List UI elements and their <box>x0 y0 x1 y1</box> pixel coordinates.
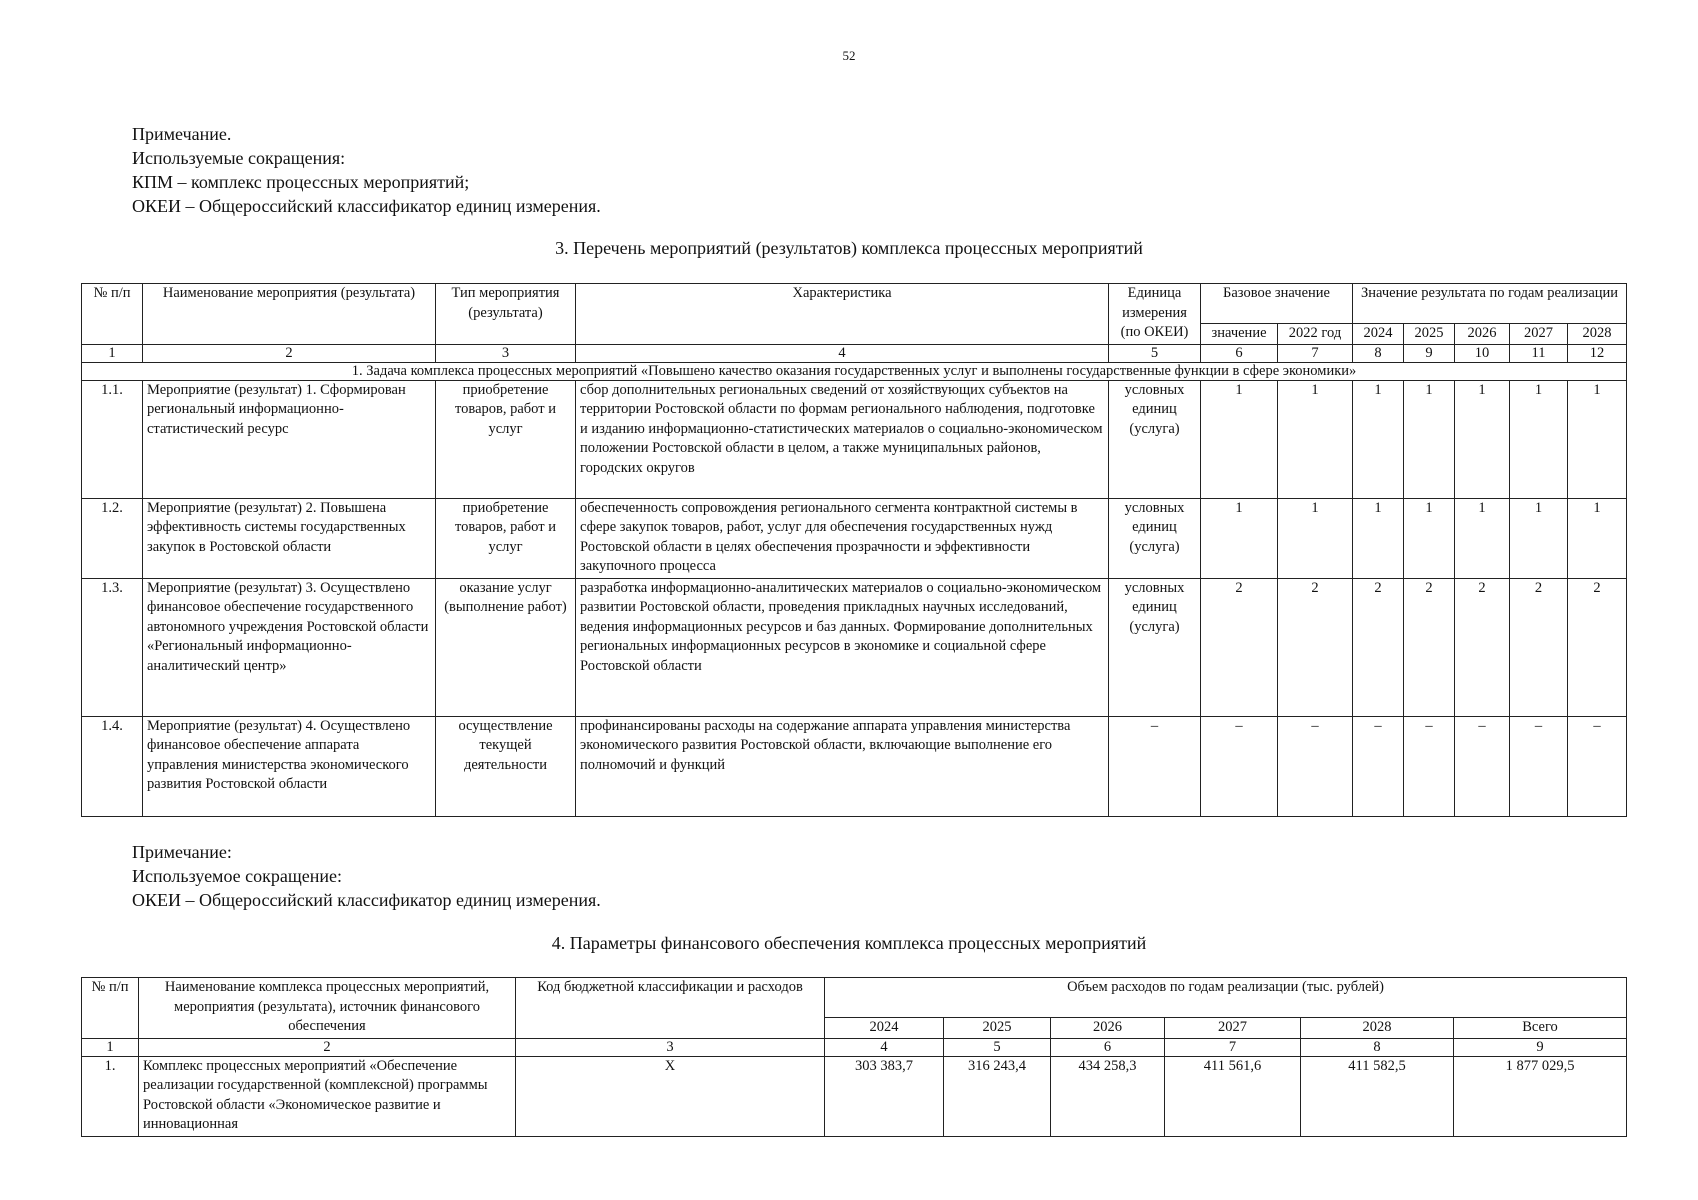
row-value: 2 <box>1201 578 1278 716</box>
header-num: № п/п <box>82 284 143 345</box>
row-amount: 411 582,5 <box>1301 1056 1454 1136</box>
row-value: 1 <box>1201 380 1278 498</box>
section-4-title: 4. Параметры финансового обеспечения комплекса процессных мероприятий <box>551 933 1147 953</box>
index-cell: 11 <box>1510 344 1568 362</box>
note-line: Примечание: <box>132 842 232 862</box>
row-type: приобретение товаров, работ и услуг <box>436 498 576 578</box>
row-unit: – <box>1109 716 1201 816</box>
row-characteristic: обеспеченность сопровождения регионального сегмента контрактной системы в сфере закупок товаров, работ, услуг для обеспечения государственных нужд Ростовской области в целях обеспечения прозрачности и эффективности закупочного процесса <box>576 498 1109 578</box>
row-value: 1 <box>1353 498 1404 578</box>
table-row <box>82 1056 1627 1136</box>
index-cell: 8 <box>1301 1038 1454 1056</box>
header-year: 2028 <box>1301 1018 1454 1039</box>
header-year: 2027 <box>1510 324 1568 345</box>
row-type: оказание услуг (выполнение работ) <box>436 578 576 716</box>
row-value: – <box>1278 716 1353 816</box>
header-year: 2028 <box>1568 324 1627 345</box>
header-characteristic: Характеристика <box>576 284 1109 345</box>
row-code: Х <box>516 1056 825 1136</box>
index-cell: 12 <box>1568 344 1627 362</box>
row-num: 1.1. <box>82 380 143 498</box>
index-cell: 7 <box>1278 344 1353 362</box>
row-value: 1 <box>1510 498 1568 578</box>
index-cell: 5 <box>1109 344 1201 362</box>
row-value: 1 <box>1455 498 1510 578</box>
row-value: 1 <box>1278 498 1353 578</box>
header-year: 2027 <box>1165 1018 1301 1039</box>
row-value: 2 <box>1510 578 1568 716</box>
row-num: 1.4. <box>82 716 143 816</box>
finance-table <box>81 977 1627 1137</box>
row-value: – <box>1455 716 1510 816</box>
index-cell: 9 <box>1404 344 1455 362</box>
row-characteristic: профинансированы расходы на содержание аппарата управления министерства экономического развития Ростовской области, включающие выполнение его полномочий и функций <box>576 716 1109 816</box>
index-cell: 6 <box>1051 1038 1165 1056</box>
header-name: Наименование комплекса процессных мероприятий, мероприятия (результата), источник финансового обеспечения <box>139 978 516 1039</box>
index-cell: 1 <box>82 344 143 362</box>
row-value: 2 <box>1278 578 1353 716</box>
row-total: 1 877 029,5 <box>1454 1056 1627 1136</box>
row-value: – <box>1510 716 1568 816</box>
row-amount: 316 243,4 <box>944 1056 1051 1136</box>
index-cell: 5 <box>944 1038 1051 1056</box>
row-value: 1 <box>1404 380 1455 498</box>
note-abbreviations-1 <box>132 122 601 218</box>
row-value: 1 <box>1404 498 1455 578</box>
header-base: Базовое значение <box>1201 284 1353 324</box>
header-base-year: 2022 год <box>1278 324 1353 345</box>
row-num: 1.2. <box>82 498 143 578</box>
note-line: Примечание. <box>132 124 232 144</box>
row-value: – <box>1201 716 1278 816</box>
row-num: 1. <box>82 1056 139 1136</box>
index-cell: 8 <box>1353 344 1404 362</box>
task-row: 1. Задача комплекса процессных мероприятий «Повышено качество оказания государственных услуг и выполнены государственные функции в сфере экономики» <box>82 362 1627 380</box>
table-row <box>82 716 1627 816</box>
index-cell: 10 <box>1455 344 1510 362</box>
header-total: Всего <box>1454 1018 1627 1039</box>
results-table <box>81 283 1627 817</box>
row-unit: условных единиц (услуга) <box>1109 578 1201 716</box>
note-line: ОКЕИ – Общероссийский классификатор единиц измерения. <box>132 890 601 910</box>
header-name: Наименование мероприятия (результата) <box>143 284 436 345</box>
header-year: 2024 <box>825 1018 944 1039</box>
note-line: Используемое сокращение: <box>132 866 342 886</box>
header-year: 2024 <box>1353 324 1404 345</box>
header-result: Значение результата по годам реализации <box>1353 284 1627 324</box>
index-cell: 2 <box>143 344 436 362</box>
row-value: 2 <box>1353 578 1404 716</box>
row-unit: условных единиц (услуга) <box>1109 380 1201 498</box>
index-cell: 3 <box>516 1038 825 1056</box>
index-cell: 6 <box>1201 344 1278 362</box>
section-3-title: 3. Перечень мероприятий (результатов) комплекса процессных мероприятий <box>555 238 1143 258</box>
row-value: – <box>1568 716 1627 816</box>
table-row <box>82 578 1627 716</box>
table-row <box>82 498 1627 578</box>
row-type: приобретение товаров, работ и услуг <box>436 380 576 498</box>
row-value: 1 <box>1455 380 1510 498</box>
header-unit: Единица измерения (по ОКЕИ) <box>1109 284 1201 345</box>
header-year: 2026 <box>1455 324 1510 345</box>
row-value: 1 <box>1510 380 1568 498</box>
row-value: 1 <box>1353 380 1404 498</box>
row-name: Мероприятие (результат) 1. Сформирован региональный информационно-статистический ресурс <box>143 380 436 498</box>
row-value: 2 <box>1455 578 1510 716</box>
index-cell: 2 <box>139 1038 516 1056</box>
table-row <box>82 380 1627 498</box>
index-cell: 3 <box>436 344 576 362</box>
header-num: № п/п <box>82 978 139 1039</box>
row-value: 2 <box>1404 578 1455 716</box>
row-value: 1 <box>1568 498 1627 578</box>
note-line: ОКЕИ – Общероссийский классификатор единиц измерения. <box>132 196 601 216</box>
header-volume: Объем расходов по годам реализации (тыс. рублей) <box>825 978 1627 1018</box>
header-code: Код бюджетной классификации и расходов <box>516 978 825 1039</box>
row-value: – <box>1353 716 1404 816</box>
row-value: 1 <box>1201 498 1278 578</box>
row-characteristic: разработка информационно-аналитических материалов о социально-экономическом развитии Ростовской области, проведения прикладных научных исследований, ведения информационных ресурсов и баз данных. Формирование дополнительных региональных информационных ресурсов в экономике и социальной сфере Ростовской области <box>576 578 1109 716</box>
row-value: 1 <box>1568 380 1627 498</box>
header-base-value: значение <box>1201 324 1278 345</box>
header-year: 2025 <box>944 1018 1051 1039</box>
note-line: Используемые сокращения: <box>132 148 346 168</box>
index-cell: 7 <box>1165 1038 1301 1056</box>
row-name: Мероприятие (результат) 3. Осуществлено финансовое обеспечение государственного автономного учреждения Ростовской области «Региональный информационно-аналитический центр» <box>143 578 436 716</box>
header-year: 2025 <box>1404 324 1455 345</box>
header-type: Тип мероприятия (результата) <box>436 284 576 345</box>
row-value: 2 <box>1568 578 1627 716</box>
page-number: 52 <box>842 48 856 63</box>
row-amount: 303 383,7 <box>825 1056 944 1136</box>
index-cell: 9 <box>1454 1038 1627 1056</box>
header-year: 2026 <box>1051 1018 1165 1039</box>
row-unit: условных единиц (услуга) <box>1109 498 1201 578</box>
index-cell: 1 <box>82 1038 139 1056</box>
row-name: Мероприятие (результат) 2. Повышена эффективность системы государственных закупок в Ростовской области <box>143 498 436 578</box>
row-name: Комплекс процессных мероприятий «Обеспечение реализации государственной (комплексной) программы Ростовской области «Экономическое развитие и инновационная <box>139 1056 516 1136</box>
row-value: 1 <box>1278 380 1353 498</box>
note-line: КПМ – комплекс процессных мероприятий; <box>132 172 470 192</box>
row-num: 1.3. <box>82 578 143 716</box>
row-characteristic: сбор дополнительных региональных сведений от хозяйствующих субъектов на территории Ростовской области по формам регионального наблюдения, подготовке и изданию информационно-статистических материалов о социально-экономическом положении Ростовской области в целом, а также муниципальных районов, городских округов <box>576 380 1109 498</box>
note-abbreviations-2 <box>132 840 601 912</box>
index-cell: 4 <box>825 1038 944 1056</box>
index-cell: 4 <box>576 344 1109 362</box>
row-amount: 434 258,3 <box>1051 1056 1165 1136</box>
row-amount: 411 561,6 <box>1165 1056 1301 1136</box>
row-name: Мероприятие (результат) 4. Осуществлено финансовое обеспечение аппарата управления министерства экономического развития Ростовской области <box>143 716 436 816</box>
row-type: осуществление текущей деятельности <box>436 716 576 816</box>
row-value: – <box>1404 716 1455 816</box>
